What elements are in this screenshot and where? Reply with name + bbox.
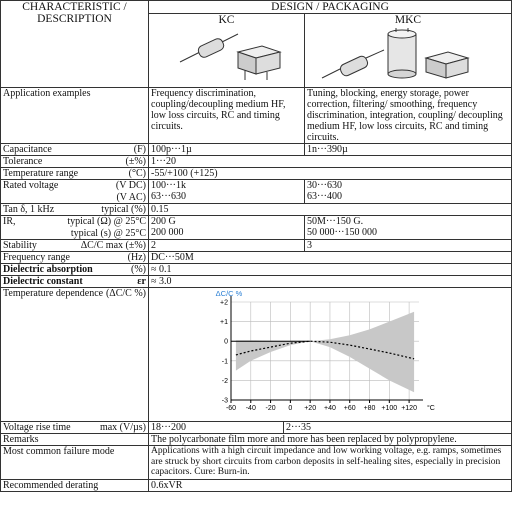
y-tick-label: +1 (220, 319, 228, 327)
ir-mkc2: 50 000···150 000 (307, 227, 377, 238)
mkc-capacitor-image (308, 26, 508, 84)
x-tick-label: +60 (343, 405, 356, 412)
row-rise-time-values (149, 422, 512, 434)
x-axis-label: °C (427, 405, 435, 412)
ir-kc2: 200 000 (151, 227, 184, 238)
row-derating-label: Recommended derating (1, 480, 149, 492)
row-temp-dependence-chart (149, 288, 512, 422)
rise-time-text: Voltage rise time (3, 422, 71, 433)
row-frequency-label (1, 252, 149, 264)
header-characteristic (1, 1, 149, 88)
row-rated-voltage-kc (149, 180, 305, 204)
row-remarks-label: Remarks (1, 434, 149, 446)
header-mkc (305, 14, 512, 88)
kc-capacitor-image (152, 26, 302, 82)
row-remarks-value: The polycarbonate film more and more has been replaced by polypropylene. (149, 434, 512, 446)
stability-text: Stability (3, 240, 37, 251)
ir-line2: typical (s) @ 25°C (70, 228, 146, 239)
tan-delta-unit: typical (%) (101, 204, 146, 215)
row-derating-value: 0.6xVR (149, 480, 512, 492)
row-frequency-value: DC···50M (149, 252, 512, 264)
x-tick-label: +100 (381, 405, 398, 412)
row-temp-range-value: -55/+100 (+125) (149, 168, 512, 180)
temp-dependence-unit: (ΔC/C %) (105, 288, 146, 299)
row-capacitance-kc: 100p···1µ (149, 144, 305, 156)
header-kc-label: KC (218, 14, 235, 26)
row-tolerance-value: 1···20 (149, 156, 512, 168)
mkc-dc: 30···630 (307, 180, 342, 191)
x-tick-label: +40 (324, 405, 336, 412)
x-tick-label: +80 (363, 405, 376, 412)
dielectric-absorption-text: Dielectric absorption (3, 264, 93, 275)
axial-capacitor-icon (322, 50, 384, 78)
tan-delta-text: Tan δ, 1 kHz (3, 204, 55, 215)
frequency-text: Frequency range (3, 252, 70, 263)
kc-dc: 100···1k (151, 180, 186, 191)
row-failure-label: Most common failure mode (1, 446, 149, 480)
rise-time-kc: 18···200 (151, 422, 186, 433)
header-left-line1: CHARACTERISTIC / (22, 1, 127, 13)
tolerance-unit: (±%) (125, 156, 146, 167)
temp-range-text: Temperature range (3, 168, 79, 179)
row-ir-label (1, 216, 149, 240)
mkc-ac: 63···400 (307, 191, 342, 202)
row-tan-delta-label (1, 204, 149, 216)
row-dielectric-constant-label (1, 276, 149, 288)
row-dielectric-absorption-label (1, 264, 149, 276)
can-capacitor-icon (388, 28, 416, 78)
row-temp-dependence-label (1, 288, 149, 422)
temp-dependence-text: Temperature dependence (3, 288, 104, 299)
y-tick-label: +2 (220, 299, 228, 307)
y-tick-label: -2 (221, 377, 228, 385)
ir-line1: typical (Ω) @ 25°C (67, 216, 146, 227)
box-capacitor-icon (426, 52, 468, 78)
x-tick-label: -20 (265, 405, 276, 412)
row-rated-voltage-label (1, 180, 149, 204)
ir-text: IR, (3, 216, 16, 227)
y-axis-label: ΔC/C % (215, 289, 243, 298)
stability-unit: ΔC/C max (±%) (80, 240, 146, 251)
x-tick-label: -60 (225, 405, 237, 412)
row-capacitance-label (1, 144, 149, 156)
row-rated-voltage-mkc (305, 180, 512, 204)
rise-time-unit: max (V/µs) (99, 422, 146, 433)
header-design-packaging: DESIGN / PACKAGING (149, 1, 512, 14)
y-tick-label: 0 (224, 338, 228, 346)
x-tick-label: +20 (304, 405, 317, 412)
rise-time-mkc: 2···35 (283, 422, 511, 433)
ir-kc1: 200 G (151, 216, 176, 227)
row-tolerance-label (1, 156, 149, 168)
row-capacitance-mkc: 1n···390µ (305, 144, 512, 156)
row-dielectric-absorption-value: ≈ 0.1 (149, 264, 512, 276)
ir-mkc1: 50M···150 G. (307, 216, 364, 227)
tolerance-text: Tolerance (3, 156, 43, 167)
row-tan-delta-value: 0.15 (149, 204, 512, 216)
header-kc (149, 14, 305, 88)
rated-voltage-text: Rated voltage (3, 180, 59, 191)
row-application-kc: Frequency discrimination, coupling/decoupling medium HF, low loss circuits, RC and timing circuits. (149, 88, 305, 144)
row-temp-range-label (1, 168, 149, 180)
y-tick-label: -1 (221, 358, 228, 366)
y-tick-label: -3 (221, 397, 228, 405)
rated-voltage-unit-ac: (V AC) (116, 192, 146, 203)
x-tick-label: +120 (401, 405, 417, 412)
dielectric-absorption-unit: (%) (131, 264, 146, 275)
rated-voltage-unit-dc: (V DC) (115, 180, 146, 191)
row-ir-mkc (305, 216, 512, 240)
kc-ac: 63···630 (151, 191, 186, 202)
row-ir-kc (149, 216, 305, 240)
x-tick-label: -40 (245, 405, 256, 412)
box-capacitor-icon (238, 46, 280, 80)
row-dielectric-constant-value: ≈ 3.0 (149, 276, 512, 288)
dielectric-constant-unit: εr (137, 276, 146, 287)
temp-range-unit: (°C) (128, 168, 146, 179)
temperature-dependence-chart (149, 288, 507, 418)
row-failure-value: Applications with a high circuit impedance and low working voltage, e.g. ramps, sometimes are struck by short circuits from carbon deposits in self-healing sites, especially in precision capacitors. Cure: Burn-in. (149, 446, 512, 480)
x-tick-label: 0 (288, 405, 293, 412)
header-mkc-label: MKC (394, 14, 422, 26)
row-stability-mkc: 3 (305, 240, 512, 252)
header-left-line2: DESCRIPTION (37, 13, 112, 25)
row-application-mkc: Tuning, blocking, energy storage, power correction, filtering/ smoothing, frequency discrimination, integration, coupling/ decoupling medium HF, low loss circuits, RC and timing circuits. (305, 88, 512, 144)
axial-capacitor-icon (180, 34, 238, 62)
row-stability-label (1, 240, 149, 252)
row-rise-time-label (1, 422, 149, 434)
row-application-label: Application examples (1, 88, 149, 144)
capacitance-text: Capacitance (3, 144, 52, 155)
capacitance-unit: (F) (133, 144, 146, 155)
row-stability-kc: 2 (149, 240, 305, 252)
dielectric-constant-text: Dielectric constant (3, 276, 83, 287)
frequency-unit: (Hz) (127, 252, 146, 263)
